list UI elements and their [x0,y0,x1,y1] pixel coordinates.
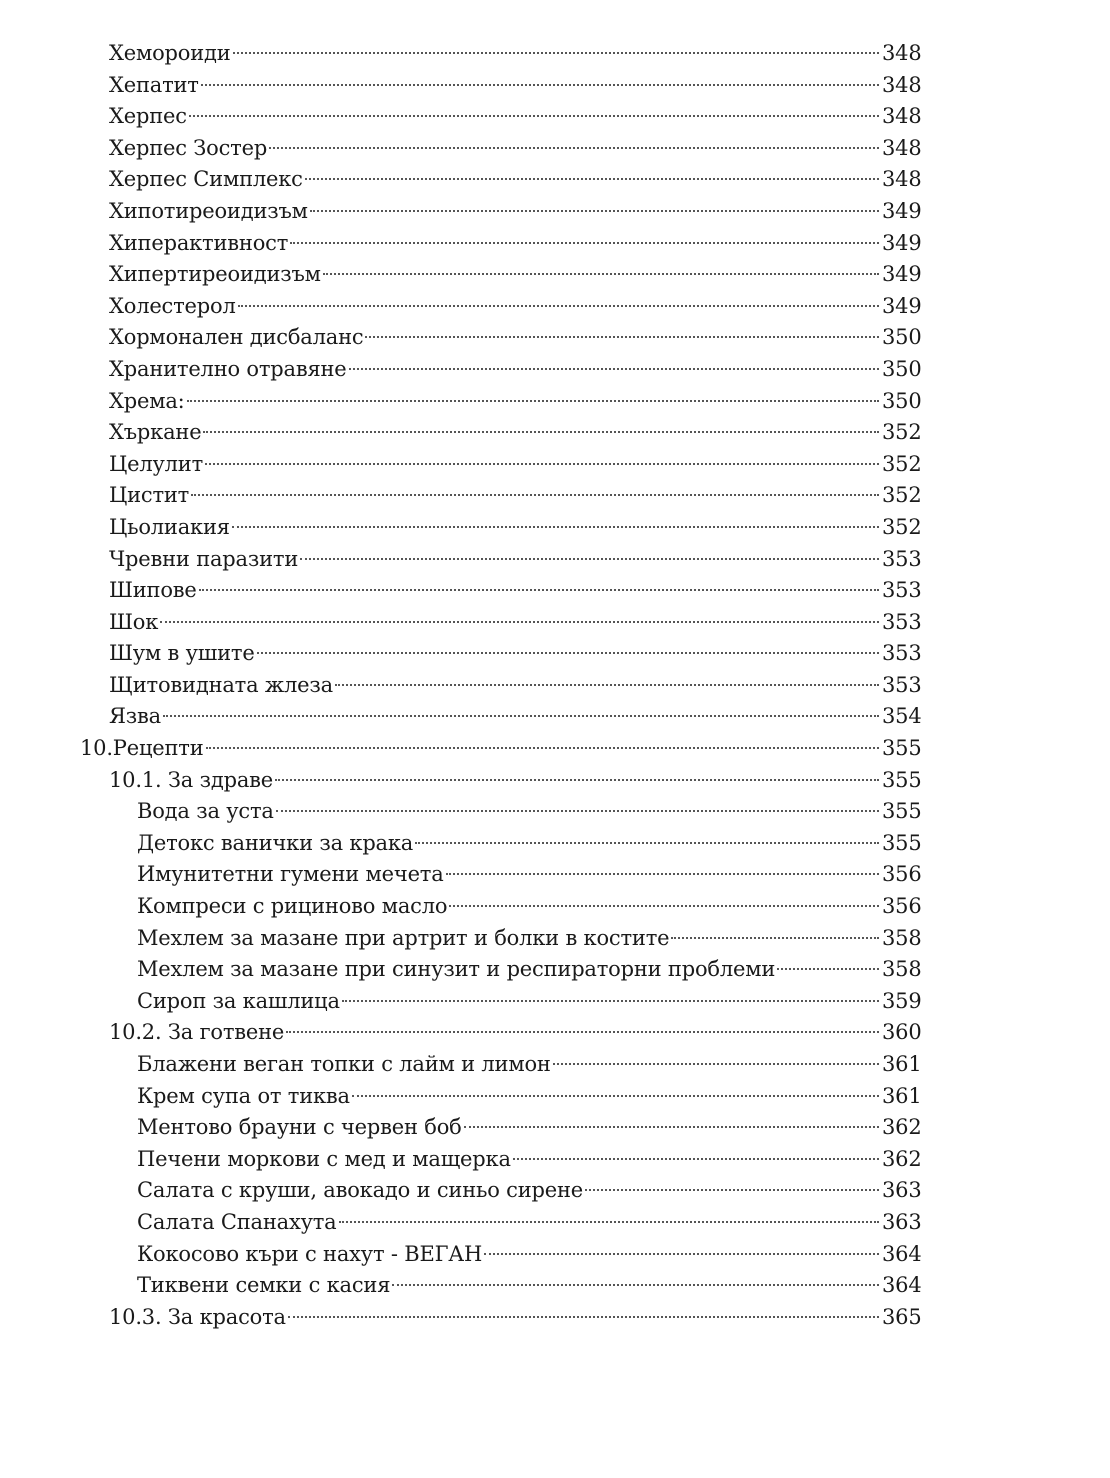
toc-entry-title: Ментово брауни с червен боб [137,1115,462,1140]
toc-entry[interactable] [0,354,1110,386]
toc-entry-title: Мехлем за мазане при синузит и респираторни проблеми [137,957,776,982]
toc-entry-title: Хиперактивност [109,230,289,255]
dot-leader [449,905,879,907]
toc-entry[interactable] [0,954,1110,986]
toc-entry-page-number: 361 [882,1083,922,1108]
toc-entry-title: Хипертиреоидизъм [109,262,321,287]
toc-entry-page-number: 364 [882,1241,922,1266]
toc-entry-title: 10.Рецепти [80,736,204,761]
toc-entry[interactable] [0,196,1110,228]
dot-leader [290,242,879,244]
toc-entry-page-number: 358 [882,957,922,982]
toc-entry-title: Хъркане [109,420,202,445]
toc-entry-title: Детокс ванички за крака [137,830,414,855]
toc-entry-page-number: 355 [882,767,922,792]
toc-entry-title: Компреси с рициново масло [137,894,448,919]
dot-leader [206,747,880,749]
toc-entry-page-number: 349 [882,262,922,287]
toc-entry[interactable] [0,575,1110,607]
toc-entry-title: Хепатит [109,72,199,97]
toc-entry[interactable] [0,480,1110,512]
toc-entry[interactable] [0,133,1110,165]
dot-leader [777,968,879,970]
toc-entry-page-number: 350 [882,356,922,381]
dot-leader [257,652,879,654]
dot-leader [300,558,879,560]
toc-entry-page-number: 356 [882,894,922,919]
toc-entry-title: 10.2. За готвене [109,1020,285,1045]
toc-entry-title: Хемороиди [109,41,231,65]
toc-entry-page-number: 350 [882,325,922,350]
toc-entry-title: Тиквени семки с касия [137,1273,391,1298]
toc-entry[interactable] [0,1144,1110,1176]
toc-entry-title: 10.3. За красота [109,1304,286,1329]
toc-entry-title: Салата с круши, авокадо и синьо сирене [137,1178,584,1203]
toc-entry-page-number: 362 [882,1146,922,1171]
toc-entry-title: Херпес Зостер [109,135,268,160]
toc-entry-title: 10.1. За здраве [109,767,273,792]
toc-entry[interactable] [0,544,1110,576]
toc-entry-title: Салата Спанахута [137,1209,337,1234]
toc-entry-page-number: 352 [882,451,922,476]
dot-leader [286,1031,879,1033]
dot-leader [205,463,879,465]
dot-leader [484,1253,879,1255]
toc-entry-title: Херпес [109,104,187,129]
dot-leader [160,621,879,623]
dot-leader [671,937,879,939]
toc-entry-title: Хранително отравяне [109,356,347,381]
toc-entry-page-number: 348 [882,167,922,192]
toc-entry[interactable] [0,638,1110,670]
toc-entry[interactable] [0,986,1110,1018]
dot-leader [339,1221,880,1223]
toc-entry-page-number: 352 [882,483,922,508]
toc-entry-page-number: 355 [882,799,922,824]
toc-entry[interactable] [0,101,1110,133]
dot-leader [323,273,879,275]
toc-entry[interactable] [0,322,1110,354]
dot-leader [585,1189,879,1191]
toc-entry-title: Шум в ушите [109,641,255,666]
toc-entry-page-number: 348 [882,135,922,160]
toc-entry[interactable] [0,607,1110,639]
toc-entry[interactable] [0,512,1110,544]
toc-entry-page-number: 363 [882,1209,922,1234]
toc-entry-page-number: 360 [882,1020,922,1045]
dot-leader [233,52,879,54]
toc-entry-page-number: 356 [882,862,922,887]
toc-entry[interactable] [0,1175,1110,1207]
toc-entry[interactable] [0,1270,1110,1302]
toc-entry-page-number: 358 [882,925,922,950]
toc-entry-page-number: 349 [882,230,922,255]
toc-entry[interactable] [0,1112,1110,1144]
toc-entry[interactable] [0,828,1110,860]
toc-entry-page-number: 353 [882,546,922,571]
toc-entry-page-number: 355 [882,736,922,761]
toc-entry-page-number: 362 [882,1115,922,1140]
toc-entry-page-number: 352 [882,420,922,445]
dot-leader [203,431,879,433]
dot-leader [349,368,879,370]
toc-entry-title: Блажени веган топки с лайм и лимон [137,1052,551,1076]
dot-leader [238,305,879,307]
toc-entry-title: Шипове [109,578,197,603]
toc-entry[interactable] [0,70,1110,102]
dot-leader [201,84,879,86]
toc-entry-title: Имунитетни гумени мечета [137,862,444,887]
toc-entry[interactable] [0,449,1110,481]
toc-entry[interactable] [0,291,1110,323]
toc-entry-title: Херпес Симплекс [109,167,303,192]
toc-entry-title: Цистит [109,483,190,508]
dot-leader [275,779,879,781]
toc-entry[interactable] [0,417,1110,449]
dot-leader [513,1158,879,1160]
toc-entry[interactable] [0,923,1110,955]
toc-entry-page-number: 361 [882,1052,922,1076]
dot-leader [187,400,879,402]
toc-entry-title: Мехлем за мазане при артрит и болки в костите [137,925,670,950]
toc-entry-title: Щитовидната жлеза [109,672,333,697]
toc-entry-title: Шок [109,609,159,634]
toc-entry[interactable] [0,859,1110,891]
dot-leader [365,336,879,338]
toc-entry-title: Хрема: [109,388,185,413]
toc-entry-page-number: 352 [882,514,922,539]
toc-entry[interactable] [0,1081,1110,1113]
dot-leader [464,1126,879,1128]
toc-entry[interactable] [0,670,1110,702]
toc-entry[interactable] [0,1302,1110,1334]
toc-entry-page-number: 353 [882,578,922,603]
toc-entry-page-number: 349 [882,198,922,223]
toc-entry-title: Язва [109,704,161,729]
toc-entry[interactable] [0,386,1110,418]
dot-leader [191,494,879,496]
toc-entry[interactable] [0,1017,1110,1049]
dot-leader [163,715,879,717]
toc-entry-page-number: 350 [882,388,922,413]
toc-entry-title: Крем супа от тиква [137,1083,350,1108]
toc-entry-title: Хипотиреоидизъм [109,198,308,223]
toc-entry-title: Сироп за кашлица [137,988,340,1013]
toc-entry-title: Целулит [109,451,203,476]
toc-entry-title: Кокосово къри с нахут - ВЕГАН [137,1241,483,1266]
dot-leader [310,210,879,212]
dot-leader [352,1095,879,1097]
dot-leader [446,873,879,875]
dot-leader [199,589,879,591]
toc-entry-page-number: 359 [882,988,922,1013]
table-of-contents [0,38,1110,1333]
dot-leader [276,810,879,812]
toc-entry[interactable] [0,765,1110,797]
toc-entry[interactable] [0,796,1110,828]
dot-leader [553,1063,879,1065]
dot-leader [342,1000,879,1002]
toc-entry-page-number: 364 [882,1273,922,1298]
dot-leader [305,178,879,180]
toc-entry[interactable] [0,1049,1110,1081]
toc-entry-page-number: 365 [882,1304,922,1329]
toc-entry[interactable] [0,891,1110,923]
toc-entry-page-number: 354 [882,704,922,729]
toc-entry-page-number: 349 [882,293,922,318]
toc-entry[interactable] [0,1207,1110,1239]
toc-entry-page-number: 348 [882,41,922,65]
toc-entry[interactable] [0,1239,1110,1271]
toc-entry[interactable] [0,228,1110,260]
dot-leader [415,842,879,844]
dot-leader [269,147,879,149]
toc-entry[interactable] [0,701,1110,733]
toc-entry-page-number: 348 [882,72,922,97]
toc-entry-page-number: 353 [882,641,922,666]
toc-entry-title: Чревни паразити [109,546,299,571]
toc-entry-title: Цьолиакия [109,514,230,539]
dot-leader [335,684,879,686]
toc-entry-page-number: 363 [882,1178,922,1203]
toc-entry-page-number: 348 [882,104,922,129]
dot-leader [392,1284,879,1286]
toc-entry-page-number: 353 [882,609,922,634]
dot-leader [232,526,879,528]
dot-leader [288,1316,879,1318]
toc-entry[interactable] [0,259,1110,291]
toc-entry-title: Хормонален дисбаланс [109,325,364,350]
dot-leader [189,115,879,117]
toc-entry[interactable] [0,164,1110,196]
toc-entry[interactable] [0,733,1110,765]
toc-entry-title: Печени моркови с мед и мащерка [137,1146,511,1171]
toc-entry-page-number: 355 [882,830,922,855]
toc-entry-page-number: 353 [882,672,922,697]
toc-entry-title: Холестерол [109,293,236,318]
toc-entry-title: Вода за уста [137,799,274,824]
toc-entry[interactable] [0,38,1110,70]
